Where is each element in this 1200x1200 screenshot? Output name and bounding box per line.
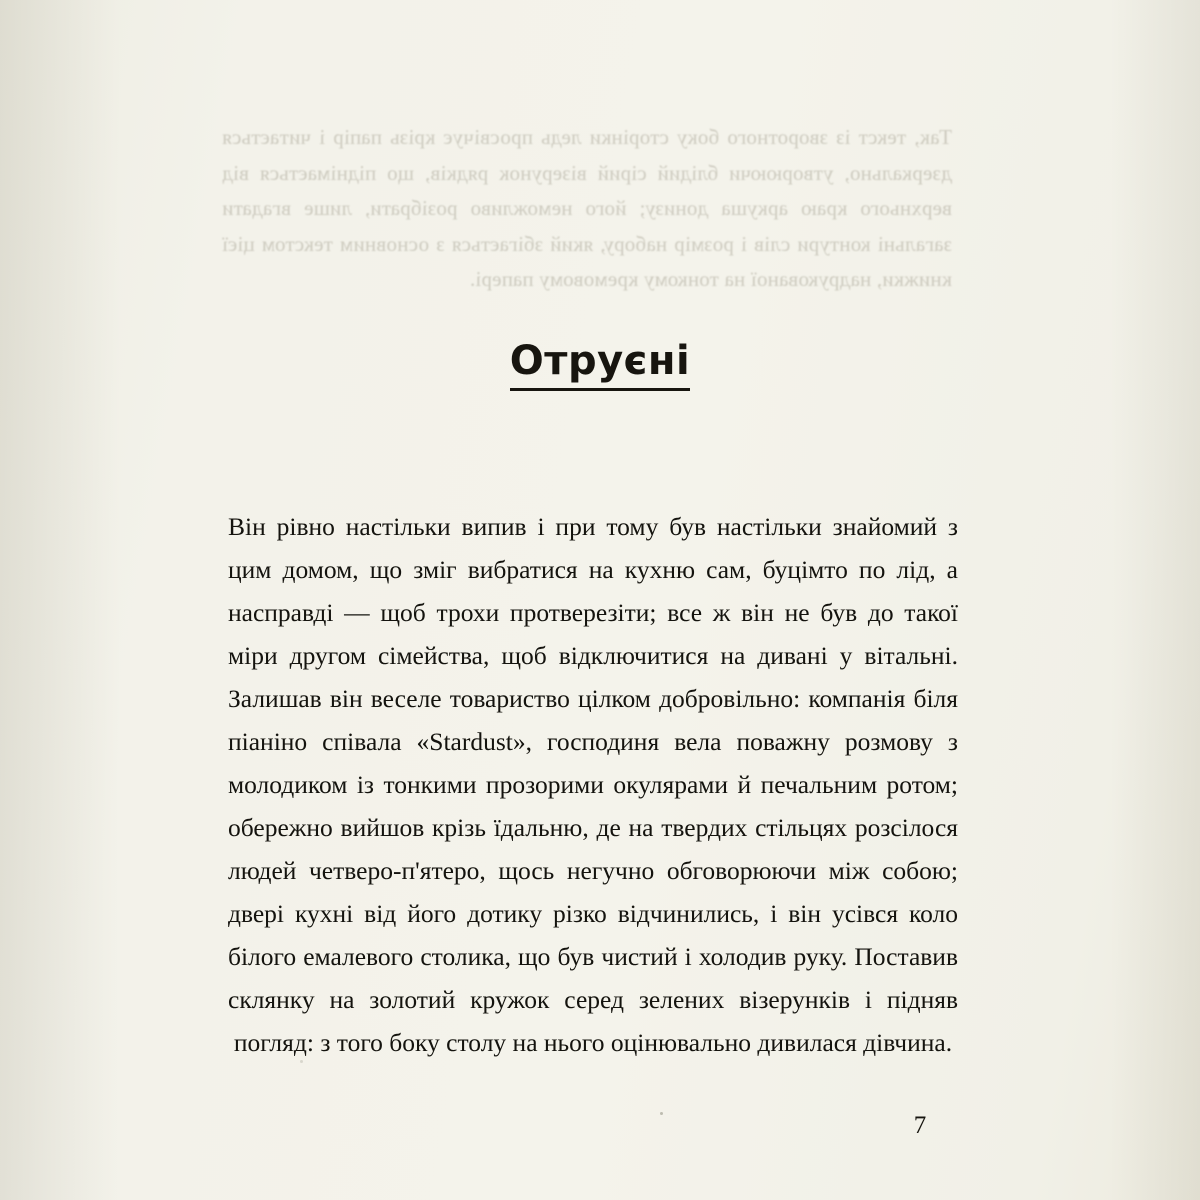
chapter-title <box>0 338 1200 384</box>
reverse-side-showthrough-text: Так, текст із зворотного боку сторінки ледь просвічує крізь папір і читається дзеркально, утворюючи блідий сірий візерунок рядків, що піднімається від верхнього краю аркуша донизу; його неможливо розібрати, лише вгадати загальні контури слів і розмір набору, який збігається з основним текстом цієї книжки, надрукованої на тонкому кремовому папері. <box>222 125 952 292</box>
chapter-title-text: Отруєні <box>510 338 690 391</box>
page-number: 7 <box>913 1112 927 1139</box>
body-paragraph: Він рівно настільки випив і при тому був настільки знайомий з цим домом, що зміг вибратися на кухню сам, буцімто по лід, а насправді — щоб трохи протверезіти; все ж він не був до такої міри другом сімейства, щоб відключитися на дивані у вітальні. Залишав він веселе товариство цілком добровільно: компанія біля піаніно співала «Stardust», господиня вела поважну розмову з молодиком із тонкими прозорими окулярами й печальним ротом; обережно вийшов крізь їдальню, де на твердих стільцях розсілося людей четверо-п'ятеро, щось негучно обговорюючи між собою; двері кухні від його дотику різко відчинились, і він усівся коло білого емалевого столика, що був чистий і холодив руку. Поставив склянку на золотий кружок серед зелених візерунків і підняв погляд: з того боку столу на нього оцінювально дивилася дівчина. <box>228 512 958 1057</box>
